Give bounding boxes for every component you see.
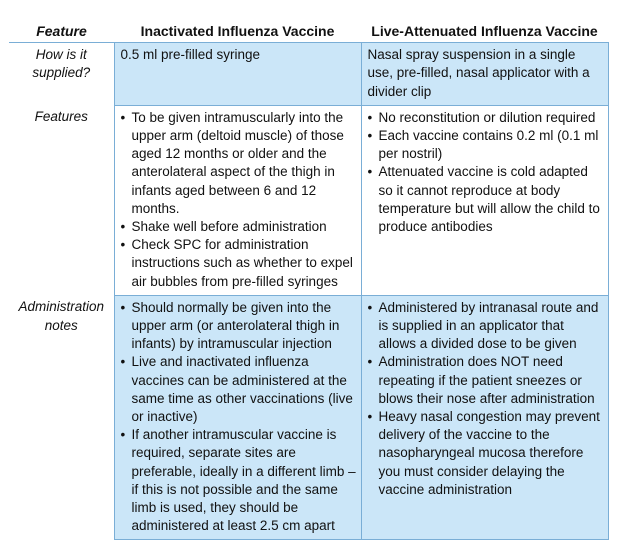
row-label-administration: Administration notes [9, 295, 114, 540]
bullet-icon: • [367, 409, 373, 425]
bullet-icon: • [120, 299, 126, 315]
list-item-text: Should normally be given into the upper arm (or anterolateral thigh in infants) by intramuscular injection [131, 299, 340, 352]
features-inactivated-list [121, 109, 357, 291]
header-inactivated: Inactivated Influenza Vaccine [114, 18, 361, 43]
bullet-icon: • [367, 109, 373, 125]
list-item-text: Check SPC for administration instructions such as whether to expel air bubbles from pre-filled syringes [131, 237, 353, 289]
list-item [368, 109, 604, 127]
bullet-icon: • [120, 354, 126, 370]
header-row [9, 18, 608, 43]
header-live-attenuated: Live-Attenuated Influenza Vaccine [361, 18, 608, 43]
row-administration [9, 295, 608, 540]
list-item-text: Administered by intranasal route and is supplied in an applicator that allows a divided dose to be given [378, 299, 599, 352]
bullet-icon: • [120, 219, 126, 235]
list-item [368, 163, 604, 236]
administration-live-cell [361, 295, 608, 540]
header-feature: Feature [9, 18, 114, 43]
list-item-text: To be given intramuscularly into the upper arm (deltoid muscle) of those aged 12 months or older and the anterolateral aspect of the thigh in infants aged between 6 and 12 months. [131, 109, 344, 216]
list-item-text: Administration does NOT need repeating if the patient sneezes or blows their nose after administration [378, 354, 595, 406]
list-item [368, 408, 604, 499]
list-item [368, 127, 604, 163]
list-item [368, 299, 604, 354]
features-inactivated-cell [114, 105, 361, 295]
list-item-text: If another intramuscular vaccine is required, separate sites are preferable, ideally in a different limb – if this is not possible and the same limb is used, they should be administered at least 2.5 cm apart [131, 427, 356, 534]
administration-inactivated-list [121, 299, 357, 536]
list-item [121, 109, 357, 218]
features-live-cell [361, 105, 608, 295]
list-item [121, 426, 357, 535]
vaccine-comparison-table [9, 18, 609, 540]
administration-inactivated-cell [114, 295, 361, 540]
row-features [9, 105, 608, 295]
list-item [121, 353, 357, 426]
list-item-text: Attenuated vaccine is cold adapted so it cannot reproduce at body temperature but will allow the child to produce antibodies [378, 164, 600, 235]
list-item-text: Each vaccine contains 0.2 ml (0.1 ml per nostril) [378, 128, 599, 162]
bullet-icon: • [120, 237, 126, 253]
features-live-list [368, 109, 604, 236]
list-item-text: Live and inactivated influenza vaccines can be administered at the same time as other vaccinations (live or inactive) [131, 354, 353, 425]
list-item-text: Heavy nasal congestion may prevent delivery of the vaccine to the nasopharyngeal mucosa therefore you must consider delaying the vaccine administration [378, 409, 600, 497]
list-item [121, 299, 357, 354]
list-item [121, 218, 357, 236]
list-item [368, 353, 604, 408]
bullet-icon: • [367, 299, 373, 315]
row-label-features: Features [9, 105, 114, 295]
supply-inactivated-cell: 0.5 ml pre-filled syringe [114, 43, 361, 106]
bullet-icon: • [367, 354, 373, 370]
bullet-icon: • [367, 128, 373, 144]
list-item-text: Shake well before administration [131, 219, 327, 235]
list-item-text: No reconstitution or dilution required [378, 109, 596, 125]
supply-live-cell: Nasal spray suspension in a single use, pre-filled, nasal applicator with a divider clip [361, 43, 608, 106]
list-item [121, 236, 357, 291]
bullet-icon: • [367, 164, 373, 180]
row-supply [9, 43, 608, 106]
row-label-supply: How is it supplied? [9, 43, 114, 106]
bullet-icon: • [120, 109, 126, 125]
bullet-icon: • [120, 427, 126, 443]
administration-live-list [368, 299, 604, 499]
